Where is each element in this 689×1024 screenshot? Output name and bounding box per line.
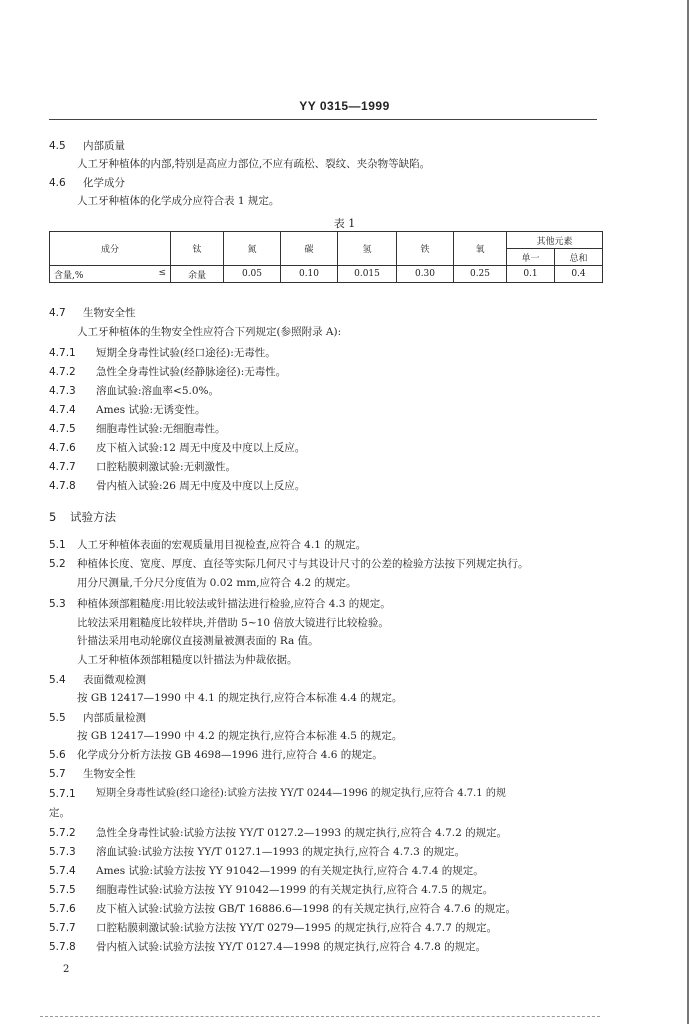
section-5-6-text: 化学成分分析方法按 GB 4698—1996 进行,应符合 4.6 的规定。	[77, 749, 383, 761]
page-number: 2	[63, 964, 70, 975]
item-text: 骨内植入试验:26 周无中度及中度以上反应。	[96, 480, 306, 492]
scan-bottom-edge	[40, 1016, 600, 1017]
section-4-7-number: 4.7	[49, 307, 66, 319]
section-4-7-intro: 人工牙种植体的生物安全性应符合下列规定(参照附录 A):	[77, 326, 342, 338]
section-5-5-body: 按 GB 12417—1990 中 4.2 的规定执行,应符合本标准 4.5 的规定。	[77, 730, 403, 742]
section-5-5-number: 5.5	[49, 712, 66, 724]
section-5-5-title: 内部质量检测	[83, 712, 146, 724]
table-header-element: 氮	[224, 232, 281, 266]
section-5-4-number: 5.4	[49, 674, 66, 686]
item-number: 5.7.4	[49, 865, 76, 877]
table-header-element: 氧	[454, 232, 507, 266]
table-header-element: 氢	[338, 232, 397, 266]
chemical-composition-table	[49, 231, 603, 283]
item-text: 溶血试验:试验方法按 YY/T 0127.1—1993 的规定执行,应符合 4.7.3 的规定。	[96, 846, 466, 858]
item-number: 5.7.3	[49, 846, 76, 858]
item-text: 急性全身毒性试验:试验方法按 YY/T 0127.2—1993 的规定执行,应符合 4.7.2 的规定。	[96, 827, 508, 839]
item-text: 短期全身毒性试验(经口途径):无毒性。	[96, 347, 276, 359]
item-number: 4.7.3	[49, 385, 76, 397]
item-text: 细胞毒性试验:试验方法按 YY 91042—1999 的有关规定执行,应符合 4.7.5 的规定。	[96, 884, 494, 896]
table-header-element: 铁	[397, 232, 454, 266]
item-text: 皮下植入试验:试验方法按 GB/T 16886.6—1998 的有关规定执行,应符合 4.7.6 的规定。	[96, 903, 517, 915]
item-text: 皮下植入试验:12 周无中度及中度以上反应。	[96, 442, 306, 454]
item-text: 细胞毒性试验:无细胞毒性。	[96, 423, 226, 435]
item-number: 4.7.6	[49, 442, 76, 454]
table-header-element: 钛	[171, 232, 224, 266]
table-cell: 0.05	[224, 266, 281, 283]
item-number: 4.7.7	[49, 461, 76, 473]
table-cell: 0.4	[555, 266, 603, 283]
item-number: 4.7.2	[49, 366, 76, 378]
section-4-6-number: 4.6	[49, 177, 66, 189]
table-row-label-text: 含量,%	[54, 270, 84, 281]
section-4-5-title: 内部质量	[83, 140, 125, 152]
table-1-caption: 表 1	[333, 217, 356, 230]
section-4-7-title: 生物安全性	[83, 307, 136, 319]
item-text: 口腔粘膜刺激试验:试验方法按 YY/T 0279—1995 的规定执行,应符合 4.7.7 的规定。	[96, 922, 498, 934]
section-5-3-line: 针描法采用电动轮廓仪直接测量被测表面的 Ra 值。	[77, 635, 319, 647]
table-header-element: 碳	[281, 232, 338, 266]
item-text: 口腔粘膜刺激试验:无刺激性。	[96, 461, 237, 473]
item-text: Ames 试验:试验方法按 YY 91042—1999 的有关规定执行,应符合 4.7.4 的规定。	[96, 865, 484, 877]
section-4-6-title: 化学成分	[83, 177, 125, 189]
item-number: 4.7.1	[49, 347, 76, 359]
section-5-title: 试验方法	[70, 510, 116, 524]
section-5-1-text: 人工牙种植体表面的宏观质量用目视检查,应符合 4.1 的规定。	[77, 539, 367, 551]
item-number: 4.7.8	[49, 480, 76, 492]
section-5-2-number: 5.2	[49, 558, 66, 570]
table-row-sign: ≤	[158, 267, 166, 278]
table-header-single: 单一	[507, 249, 555, 266]
item-number: 5.7.8	[49, 941, 76, 953]
item-text: Ames 试验:无诱变性。	[96, 404, 206, 416]
section-5-4-title: 表面微观检测	[83, 674, 146, 686]
item-number: 5.7.6	[49, 903, 76, 915]
section-5-7-number: 5.7	[49, 768, 66, 780]
table-cell: 0.015	[338, 266, 397, 283]
table-header-component: 成分	[50, 232, 171, 266]
table-header-total: 总和	[555, 249, 603, 266]
section-5-2-line: 用分尺测量,千分尺分度值为 0.02 mm,应符合 4.2 的规定。	[77, 577, 357, 589]
table-cell: 0.10	[281, 266, 338, 283]
item-number: 5.7.5	[49, 884, 76, 896]
table-cell: 0.30	[397, 266, 454, 283]
item-text: 骨内植入试验:试验方法按 YY/T 0127.4—1998 的规定执行,应符合 4.7.8 的规定。	[96, 941, 487, 953]
item-number: 4.7.5	[49, 423, 76, 435]
item-text: 溶血试验:溶血率<5.0%。	[96, 385, 220, 397]
section-5-4-body: 按 GB 12417—1990 中 4.1 的规定执行,应符合本标准 4.4 的规定。	[77, 692, 403, 704]
item-text-continued: 定。	[49, 807, 70, 819]
item-text: 急性全身毒性试验(经静脉途径):无毒性。	[96, 366, 287, 378]
section-5-7-title: 生物安全性	[83, 768, 136, 780]
section-5-number: 5	[49, 510, 57, 524]
section-4-6-body: 人工牙种植体的化学成分应符合表 1 规定。	[77, 195, 280, 207]
section-5-1-number: 5.1	[49, 539, 66, 551]
item-number: 5.7.1	[49, 788, 76, 800]
table-cell: 0.1	[507, 266, 555, 283]
section-5-3-line: 种植体颈部粗糙度:用比较法或针描法进行检验,应符合 4.3 的规定。	[77, 598, 391, 610]
table-cell: 0.25	[454, 266, 507, 283]
standard-code-header: YY 0315—1999	[299, 99, 390, 113]
item-number: 5.7.2	[49, 827, 76, 839]
header-rule	[49, 119, 597, 120]
section-5-2-line: 种植体长度、宽度、厚度、直径等实际几何尺寸与其设计尺寸的公差的检验方法按下列规定执行。	[77, 558, 529, 570]
item-number: 5.7.7	[49, 922, 76, 934]
section-5-3-line: 比较法采用粗糙度比较样块,并借助 5~10 倍放大镜进行比较检验。	[77, 617, 389, 629]
table-cell: 余量	[171, 266, 224, 283]
section-5-6-number: 5.6	[49, 749, 66, 761]
section-5-3-number: 5.3	[49, 598, 66, 610]
section-4-5-number: 4.5	[49, 140, 66, 152]
table-row-label	[50, 266, 171, 283]
item-text: 短期全身毒性试验(经口途径):试验方法按 YY/T 0244—1996 的规定执行,应符合 4.7.1 的规	[96, 788, 506, 799]
section-4-5-body: 人工牙种植体的内部,特别是高应力部位,不应有疏松、裂纹、夹杂物等缺陷。	[77, 158, 431, 170]
table-header-other-elements: 其他元素	[507, 232, 603, 249]
item-number: 4.7.4	[49, 404, 76, 416]
section-5-3-line: 人工牙种植体颈部粗糙度以针描法为仲裁依据。	[77, 654, 298, 666]
